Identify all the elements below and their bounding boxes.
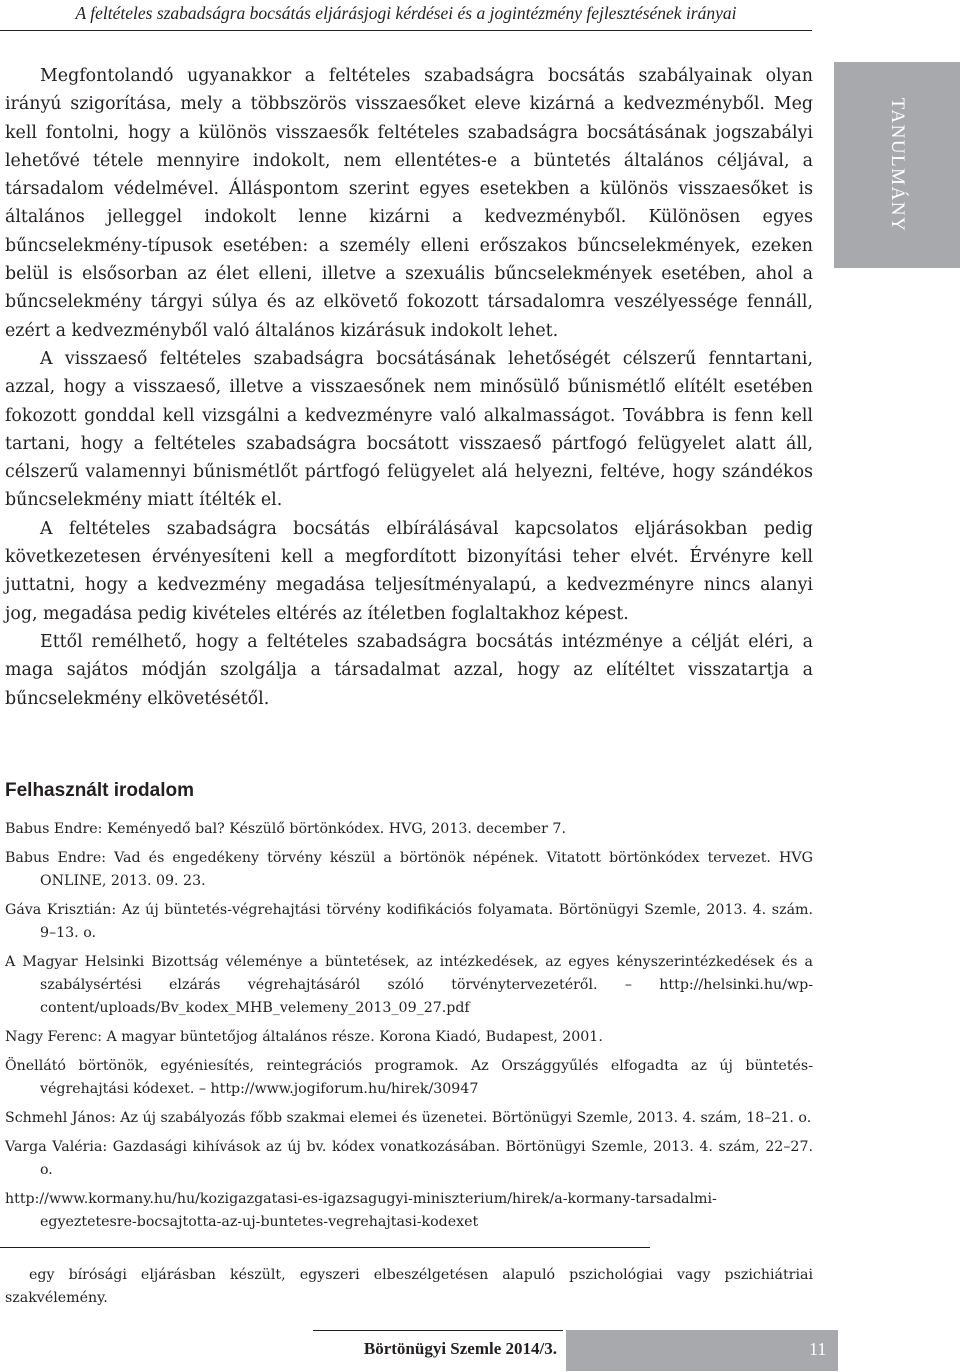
reference-item: Schmehl János: Az új szabályozás főbb szakmai elemei és üzenetei. Börtönügyi Szemle, 2013. 4. szám, 18–21. o. (5, 1110, 812, 1126)
running-header (0, 0, 812, 31)
reference-item: http://www.kormany.hu/hu/kozigazgatasi-es-igazsagugyi-miniszterium/hirek/a-kormany-tarsadalmi-egyeztetesre-bocsajtotta-az-uj-buntetes-vegrehajtasi-kodexet (5, 1191, 717, 1230)
footnote-text: egy bírósági eljárásban készült, egyszeri elbeszélgetésen alapuló pszichológiai vagy pszichiátriai szakvélemény. (5, 1267, 813, 1306)
page-number-box (566, 1330, 838, 1371)
reference-item: Önellátó börtönök, egyéniesítés, reintegrációs programok. Az Országgyűlés elfogadta az új büntetés-végrehajtási kódexet. – http://www.jogiforum.hu/hirek/30947 (5, 1058, 813, 1097)
section-tab (834, 62, 960, 268)
body-paragraph: Ettől remélhető, hogy a feltételes szabadságra bocsátás intézménye a célját eléri, a maga sajátos módján szolgálja a társadalmat azzal, hogy az elítéltet visszatartja a bűncselekmény elkövetésétől. (5, 631, 813, 709)
references-heading: Felhasznált irodalom (5, 780, 194, 801)
reference-item: Babus Endre: Vad és engedékeny törvény készül a börtönök népének. Vitatott börtönkódex tervezet. HVG ONLINE, 2013. 09. 23. (5, 850, 813, 889)
journal-name: Börtönügyi Szemle 2014/3. (363, 1339, 557, 1358)
page-number: 11 (809, 1339, 827, 1359)
footnote (5, 1264, 813, 1310)
section-tab-label: TANULMÁNY (887, 97, 908, 233)
footnote-divider (0, 1247, 650, 1248)
reference-item: A Magyar Helsinki Bizottság véleménye a büntetések, az intézkedések, az egyes kényszerintézkedések és a szabálysértési elzárás végrehajtásáról szóló törvénytervezetéről. – http://helsinki.hu/wp-content/uploads/Bv_kodex_MHB_velemeny_2013_09_27.pdf (5, 954, 813, 1016)
body-paragraph: A feltételes szabadságra bocsátás elbírálásával kapcsolatos eljárásokban pedig következetesen érvényesíteni kell a megfordított bizonyítási teher elvét. Érvényre kell juttatni, hogy a kedvezmény megadása teljesítményalapú, a kedvezményre nincs alanyi jog, megadása pedig kivételes eltérés az ítéletben foglaltakhoz képest. (5, 518, 813, 624)
body-paragraph: Megfontolandó ugyanakkor a feltételes szabadságra bocsátás szabályainak olyan irányú szigorítása, mely a többszörös visszaesőket eleve kizárná a kedvezményből. Meg kell fontolni, hogy a különös visszaesők feltételes szabadságra bocsátásának jogszabályi lehetővé tétele mennyire indokolt, nem ellentétes-e a büntetés általános céljával, a társadalom védelmével. Álláspontom szerint egyes esetekben a különös visszaesőket is általános jelleggel indokolt lenne kizárni a kedvezményből. Különösen egyes bűncselekmény-típusok esetében: a személy elleni erőszakos bűncselekmények, ezeken belül is elsősorban az élet elleni, illetve a szexuális bűncselekmények esetében, ahol a bűncselekmény tárgyi súlya és az elkövető fokozott társadalomra veszélyessége fennáll, ezért a kedvezményből való általános kizárásuk indokolt lehet. (5, 66, 813, 341)
running-title: A feltételes szabadságra bocsátás eljárásjogi kérdései és a jogintézmény fejlesztésének irányai (75, 3, 737, 23)
reference-item: Varga Valéria: Gazdasági kihívások az új bv. kódex vonatkozásában. Börtönügyi Szemle, 2013. 4. szám, 22–27. o. (5, 1139, 813, 1178)
article-body (5, 62, 813, 713)
references-list (5, 818, 813, 1240)
reference-item: Gáva Krisztián: Az új büntetés-végrehajtási törvény kodifikációs folyamata. Börtönügyi Szemle, 2013. 4. szám. 9–13. o. (5, 902, 813, 941)
reference-item: Nagy Ferenc: A magyar büntetőjog általános része. Korona Kiadó, Budapest, 2001. (5, 1029, 603, 1045)
reference-item: Babus Endre: Keményedő bal? Készülő börtönkódex. HVG, 2013. december 7. (5, 821, 566, 837)
body-paragraph: A visszaeső feltételes szabadságra bocsátásának lehetőségét célszerű fenntartani, azzal, hogy a visszaeső, illetve a visszaesőnek nem minősülő bűnismétlő elítélt esetében fokozott gonddal kell vizsgálni a kedvezményre való alkalmasságot. Továbbra is fenn kell tartani, hogy a feltételes szabadságra bocsátott visszaeső pártfogó felügyelet alatt áll, célszerű valamennyi bűnismétlőt pártfogó felügyelet alá helyezni, feltéve, hogy szándékos bűncselekmény miatt ítélték el. (5, 348, 813, 511)
page-footer (313, 1330, 563, 1372)
